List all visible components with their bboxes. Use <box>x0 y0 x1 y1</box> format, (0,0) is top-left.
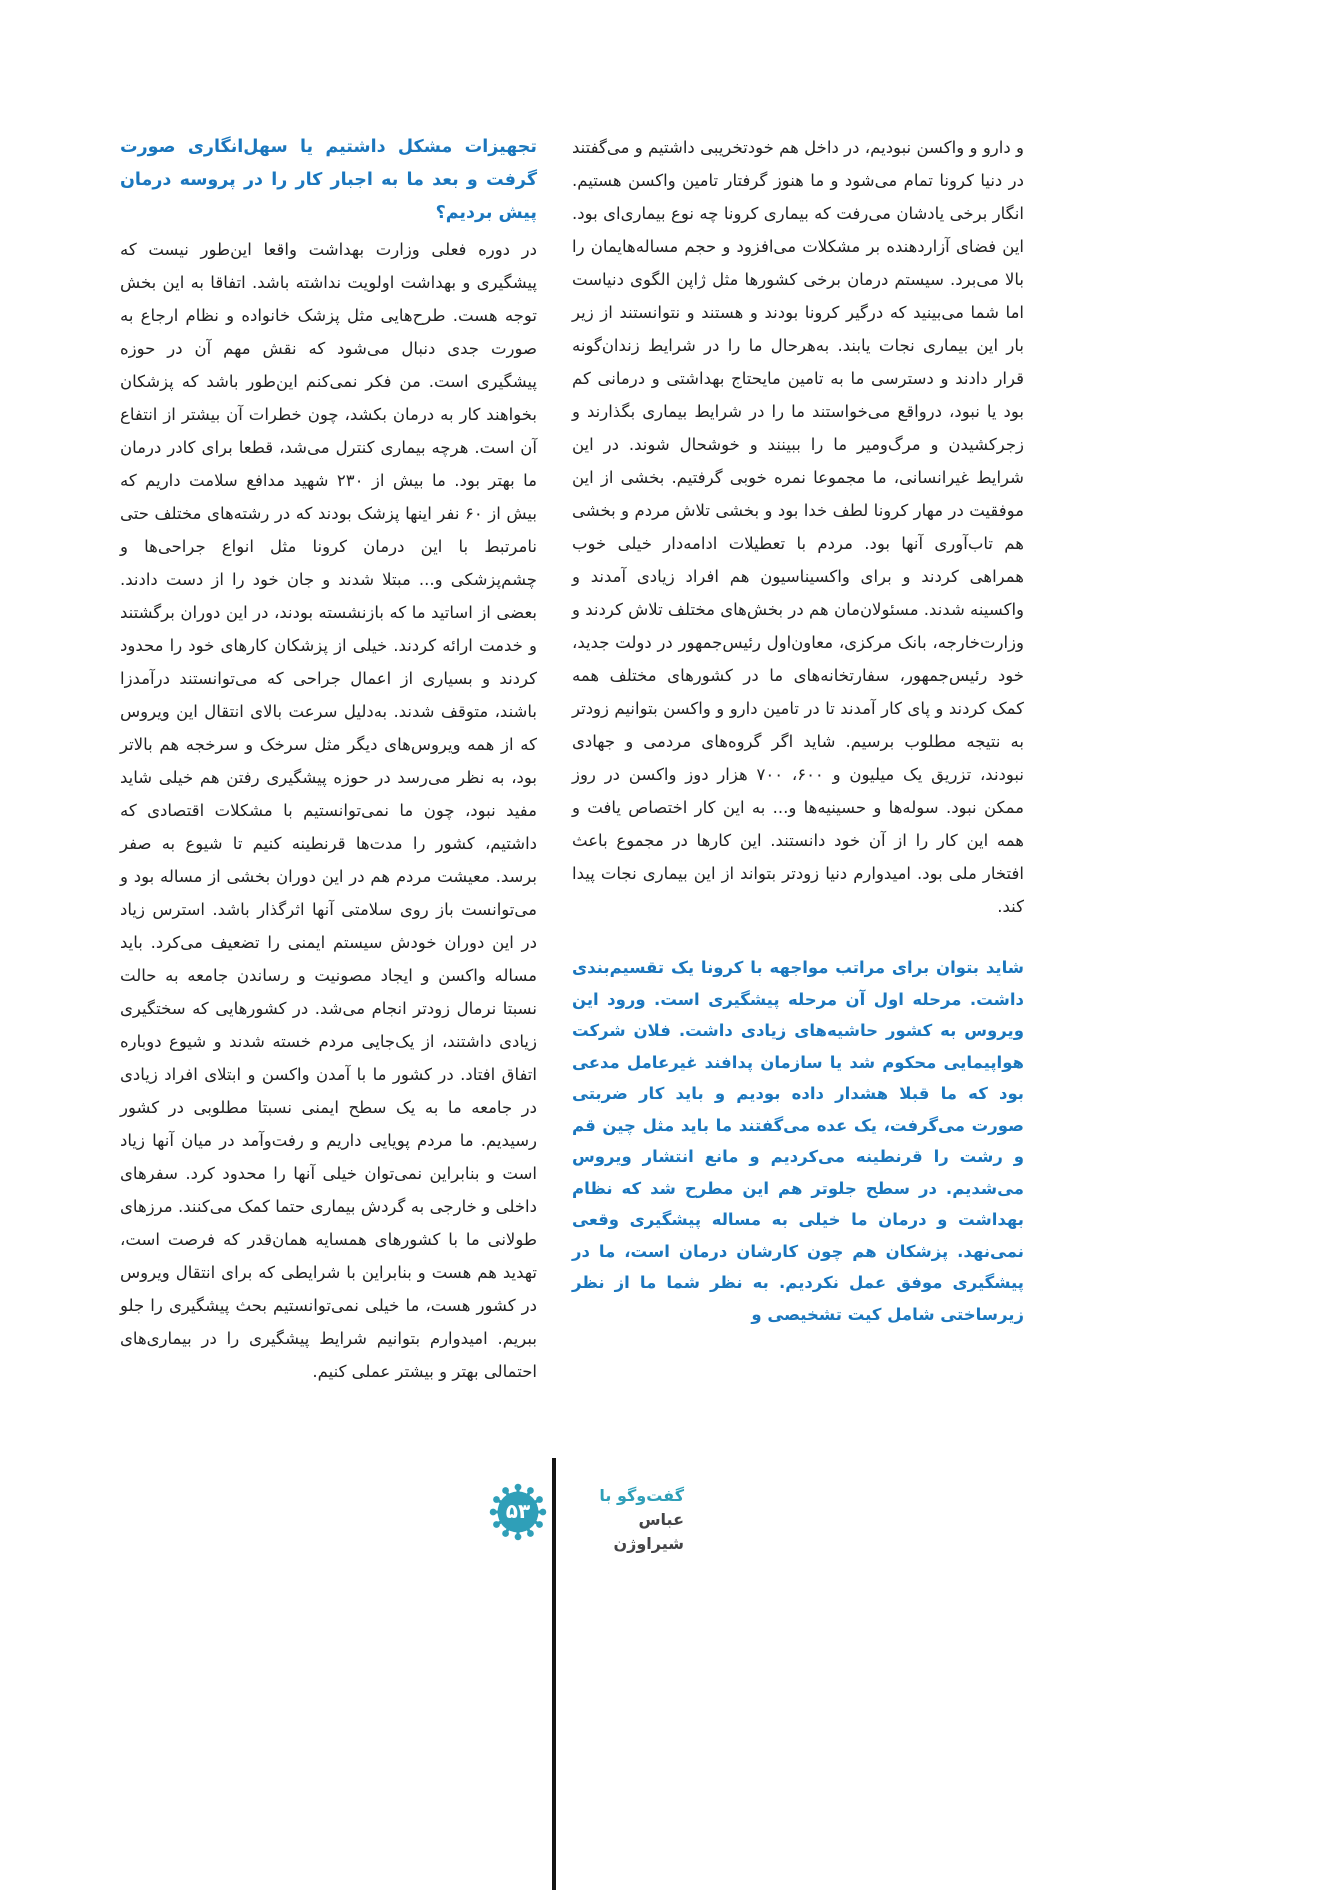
caption-title: گفت‌وگو با <box>599 1486 684 1505</box>
answer-paragraph-continued: و دارو و واکسن نبودیم، در داخل هم خودتخریبی داشتیم و می‌گفتند در دنیا کرونا تمام می‌شود و ما هنوز گرفتار تامین واکسن هستیم. انگار برخی یادشان می‌رفت که بیماری کرونا چه نوع بیماری‌ای بود. این فضای آزاردهنده بر مشکلات می‌افزود و حجم مساله‌هایمان را بالا می‌برد. سیستم درمان برخی کشورها مثل ژاپن الگوی دنیاست اما شما می‌بینید که درگیر کرونا بودند و هستند و نتوانستند از زیر بار این بیماری نجات یابند. به‌هرحال ما را در شرایط زندان‌گونه قرار دادند و دسترسی ما به تامین مایحتاج بهداشتی و درمانی کم بود یا نبود، درواقع می‌خواستند ما را در شرایط بیماری بگذارند و زجرکشیدن و مرگ‌ومیر ما را ببینند و خوشحال شوند. در این شرایط غیرانسانی، ما مجموعا نمره خوبی گرفتیم. بخشی از این موفقیت در مهار کرونا لطف خدا بود و بخشی تلاش مردم و بخشی هم تاب‌آوری آنها بود. مردم با تعطیلات ادامه‌دار خیلی خوب همراهی کردند و برای واکسیناسیون هم افراد زیادی آمدند و واکسینه شدند. مسئولان‌مان هم در بخش‌های مختلف تلاش کردند و وزارت‌خارجه، بانک مرکزی، معاون‌اول رئیس‌جمهور در دولت جدید، خود رئیس‌جمهور، سفارتخانه‌های ما در کشورهای مختلف همه کمک کردند و پای کار آمدند تا در تامین دارو و واکسن بتوانیم زودتر به نتیجه مطلوب برسیم. شاید اگر گروه‌های مردمی و جهادی نبودند، تزریق یک میلیون و ۶۰۰، ۷۰۰ هزار دوز واکسن در روز ممکن نبود. سوله‌ها و حسینیه‌ها و... به این کار اختصاص یافت و همه این کار را از آن خود دانستند. این کارها در مجموع باعث افتخار ملی بود. امیدوارم دنیا زودتر بتواند از این بیماری نجات پیدا کند. <box>572 138 1024 916</box>
footer-caption <box>570 1484 684 1556</box>
interviewer-question-highlight: شاید بتوان برای مراتب مواجهه با کرونا یک تقسیم‌بندی داشت. مرحله اول آن مرحله پیشگیری است. ورود این ویروس به کشور حاشیه‌های زیادی داشت. فلان شرکت هواپیمایی محکوم شد یا سازمان پدافند غیرعامل مدعی بود که ما قبلا هشدار داده بودیم و باید کار ضربتی صورت می‌گرفت، یک عده می‌گفتند ما باید مثل چین قم و رشت را قرنطینه می‌کردیم و مانع انتشار ویروس می‌شدیم. در سطح جلوتر هم این مطرح شد که نظام بهداشت و درمان ما خیلی به مساله پیشگیری وقعی نمی‌نهد. پزشکان هم چون کارشان درمان است، ما در پیشگیری موفق عمل نکردیم. به نظر شما ما از نظر زیرساختی شامل کیت تشخیصی و <box>572 958 1024 1324</box>
interview-question: تجهیزات مشکل داشتیم یا سهل‌انگاری صورت گرفت و بعد ما به اجبار کار را در پروسه درمان پیش بردیم؟ <box>120 137 537 223</box>
footer-divider-line <box>552 1458 556 1890</box>
page-number-badge <box>486 1480 550 1544</box>
caption-name: عباس شیراوژن <box>613 1510 684 1553</box>
column-right <box>572 131 1024 1330</box>
answer-paragraph: در دوره فعلی وزارت بهداشت واقعا این‌طور نیست که پیشگیری و بهداشت اولویت نداشته باشد. اتفاقا به این بخش توجه هست. طرح‌هایی مثل پزشک خانواده و نظام ارجاع به صورت جدی دنبال می‌شود که نقش مهم آن در حوزه پیشگیری است. من فکر نمی‌کنم این‌طور باشد که پزشکان بخواهند کار به درمان بکشد، چون خطرات آن بیشتر از انتفاع آن است. هرچه بیماری کنترل می‌شد، قطعا برای کادر درمان ما بهتر بود. ما بیش از ۲۳۰ شهید مدافع سلامت داریم که بیش از ۶۰ نفر اینها پزشک بودند که در رشته‌های مختلف حتی نامرتبط با این درمان کرونا مثل انواع جراحی‌ها و چشم‌پزشکی و... مبتلا شدند و جان خود را از دست دادند. بعضی از اساتید ما که بازنشسته بودند، در این دوران برگشتند و خدمت ارائه کردند. خیلی از پزشکان کارهای خود را محدود کردند و بسیاری از اعمال جراحی که می‌توانستند درآمدزا باشند، متوقف شدند. به‌دلیل سرعت بالای انتقال این ویروس که از همه ویروس‌های دیگر مثل سرخک و سرخجه هم بالاتر بود، به نظر می‌رسد در حوزه پیشگیری رفتن هم خیلی شاید مفید نبود، چون ما نمی‌توانستیم با مشکلات اقتصادی که داشتیم، کشور را مدت‌ها قرنطینه کنیم تا شیوع به صفر برسد. معیشت مردم هم در این دوران بخشی از مساله بود و می‌توانست باز روی سلامتی آنها اثرگذار باشد. استرس زیاد در این دوران خودش سیستم ایمنی را تضعیف می‌کرد. باید مساله واکسن و ایجاد مصونیت و رساندن جامعه به حالت نسبتا نرمال زودتر انجام می‌شد. در کشورهایی که سختگیری زیادی داشتند، از یک‌جایی مردم خسته شدند و شیوع دوباره اتفاق افتاد. در کشور ما با آمدن واکسن و ابتلای افراد زیادی در جامعه ما به یک سطح ایمنی نسبتا مطلوبی در کشور رسیدیم. ما مردم پویایی داریم و رفت‌وآمد در میان آنها زیاد است و بنابراین نمی‌توان خیلی آنها را محدود کرد. سفرهای داخلی و خارجی به گردش بیماری حتما کمک می‌کنند. مرزهای طولانی ما با کشورهای همسایه همان‌قدر که فرصت است، تهدید هم هست و بنابراین با شرایطی که برای انتقال ویروس در کشور هست، ما خیلی نمی‌توانستیم بحث پیشگیری را جلو ببریم. امیدوارم بتوانیم شرایط پیشگیری را در بیماری‌های احتمالی بهتر و بیشتر عملی کنیم. <box>120 240 537 1381</box>
column-left <box>120 131 537 1388</box>
page-number: ۵۳ <box>505 1499 531 1523</box>
